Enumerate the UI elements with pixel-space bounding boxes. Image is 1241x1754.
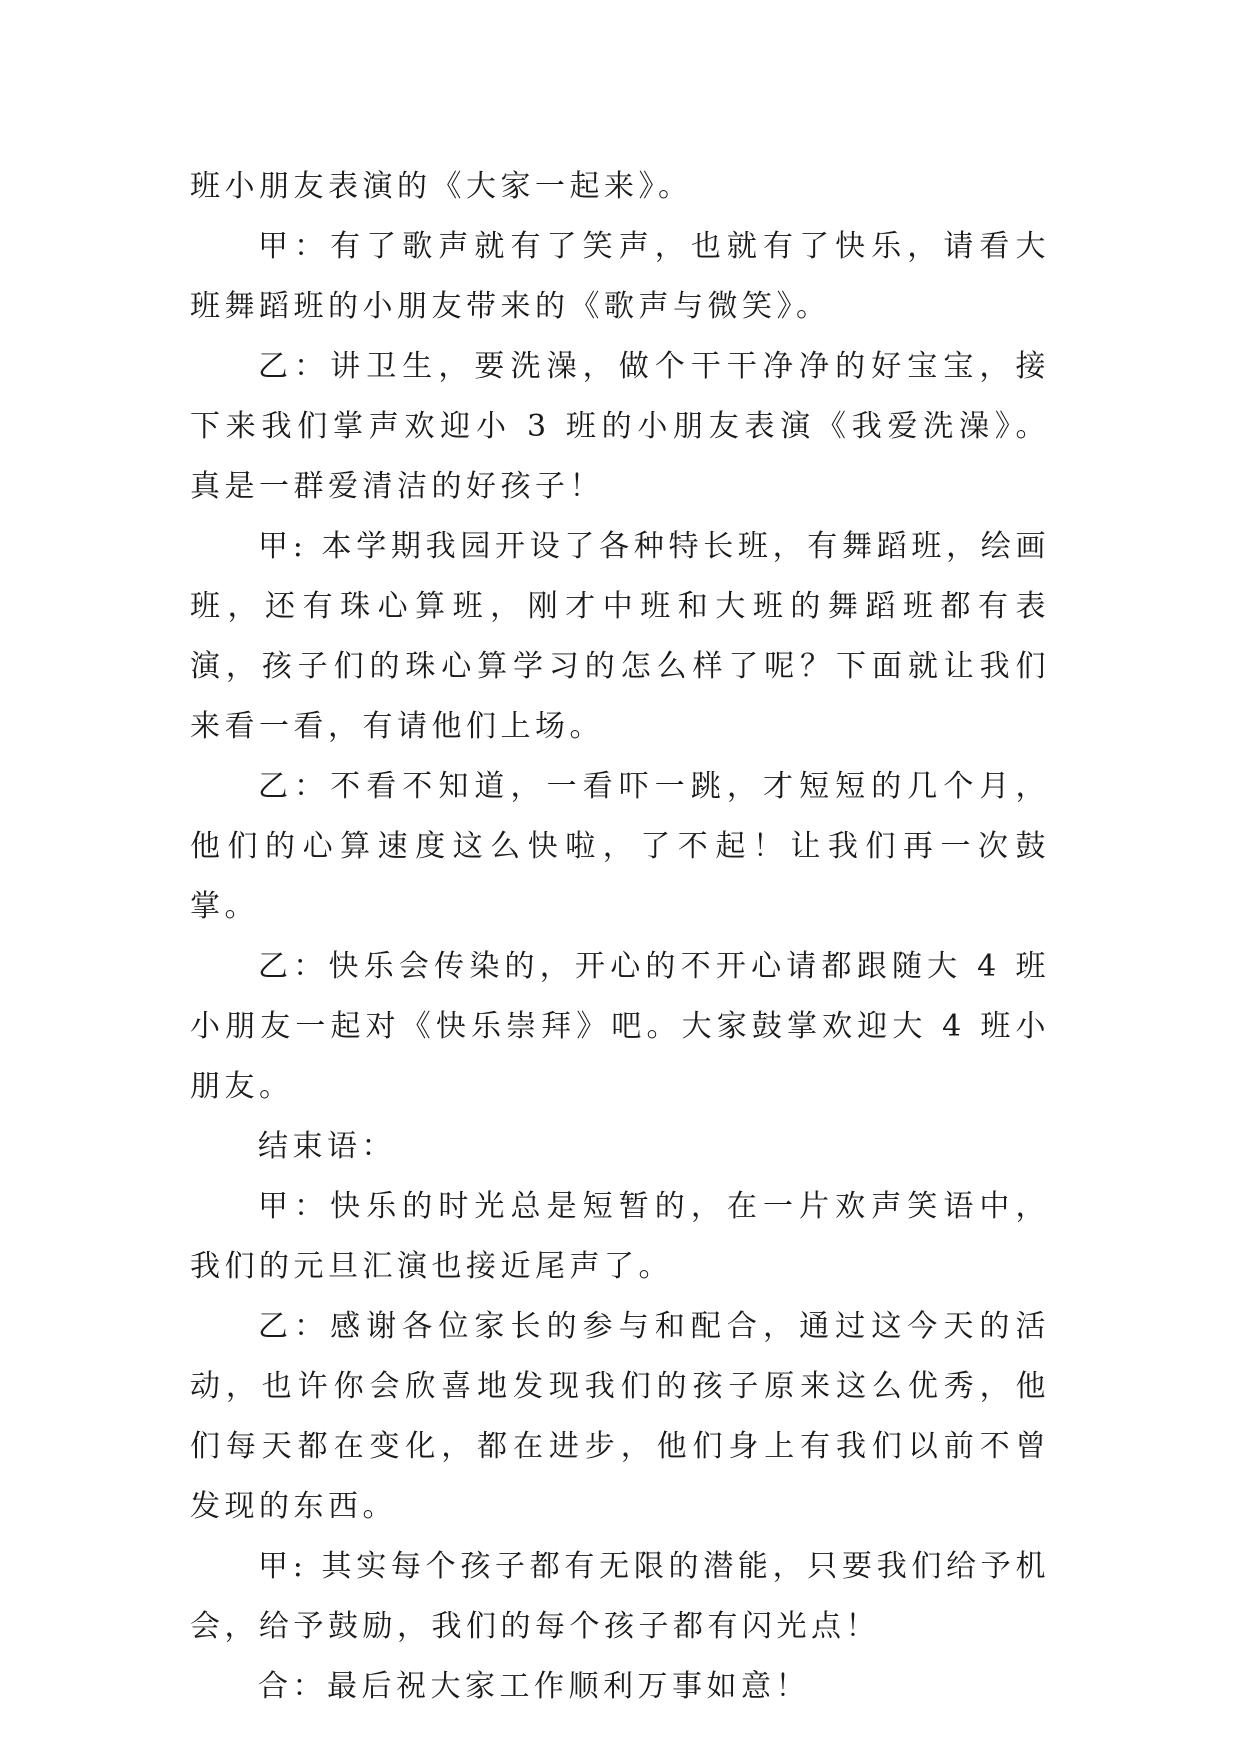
closing-heading: 结束语： xyxy=(258,1129,396,1164)
paragraph-jia-3: 甲：快乐的时光总是短暂的，在一片欢声笑语中，我们的元旦汇演也接近尾声了。 xyxy=(190,1189,1050,1284)
paragraph-continuation: 班小朋友表演的《大家一起来》。 xyxy=(190,169,693,204)
paragraph-jia-1: 甲：有了歌声就有了笑声，也就有了快乐，请看大班舞蹈班的小朋友带来的《歌声与微笑》。 xyxy=(190,229,1050,324)
document-body xyxy=(190,157,1050,1717)
paragraph-jia-2: 甲: 本学期我园开设了各种特长班，有舞蹈班，绘画班，还有珠心算班，刚才中班和大班的舞蹈班都有表演，孩子们的珠心算学习的怎么样了呢？下面就让我们来看一看，有请他们上场。 xyxy=(190,529,1050,744)
paragraph-jia-4: 甲: 其实每个孩子都有无限的潜能，只要我们给予机会，给予鼓励，我们的每个孩子都有闪光点！ xyxy=(190,1549,1050,1644)
paragraph-together: 合：最后祝大家工作顺利万事如意！ xyxy=(258,1669,810,1704)
paragraph-yi-3: 乙：快乐会传染的，开心的不开心请都跟随大 4 班小朋友一起对《快乐崇拜》吧。大家鼓掌欢迎大 4 班小朋友。 xyxy=(190,949,1050,1104)
paragraph-yi-2: 乙：不看不知道，一看吓一跳，才短短的几个月，他们的心算速度这么快啦，了不起！让我们再一次鼓掌。 xyxy=(190,769,1050,924)
paragraph-yi-4: 乙：感谢各位家长的参与和配合，通过这今天的活动，也许你会欣喜地发现我们的孩子原来这么优秀，他们每天都在变化，都在进步，他们身上有我们以前不曾发现的东西。 xyxy=(190,1309,1050,1524)
paragraph-yi-1: 乙：讲卫生，要洗澡，做个干干净净的好宝宝，接下来我们掌声欢迎小 3 班的小朋友表演《我爱洗澡》。真是一群爱清洁的好孩子！ xyxy=(190,349,1050,504)
